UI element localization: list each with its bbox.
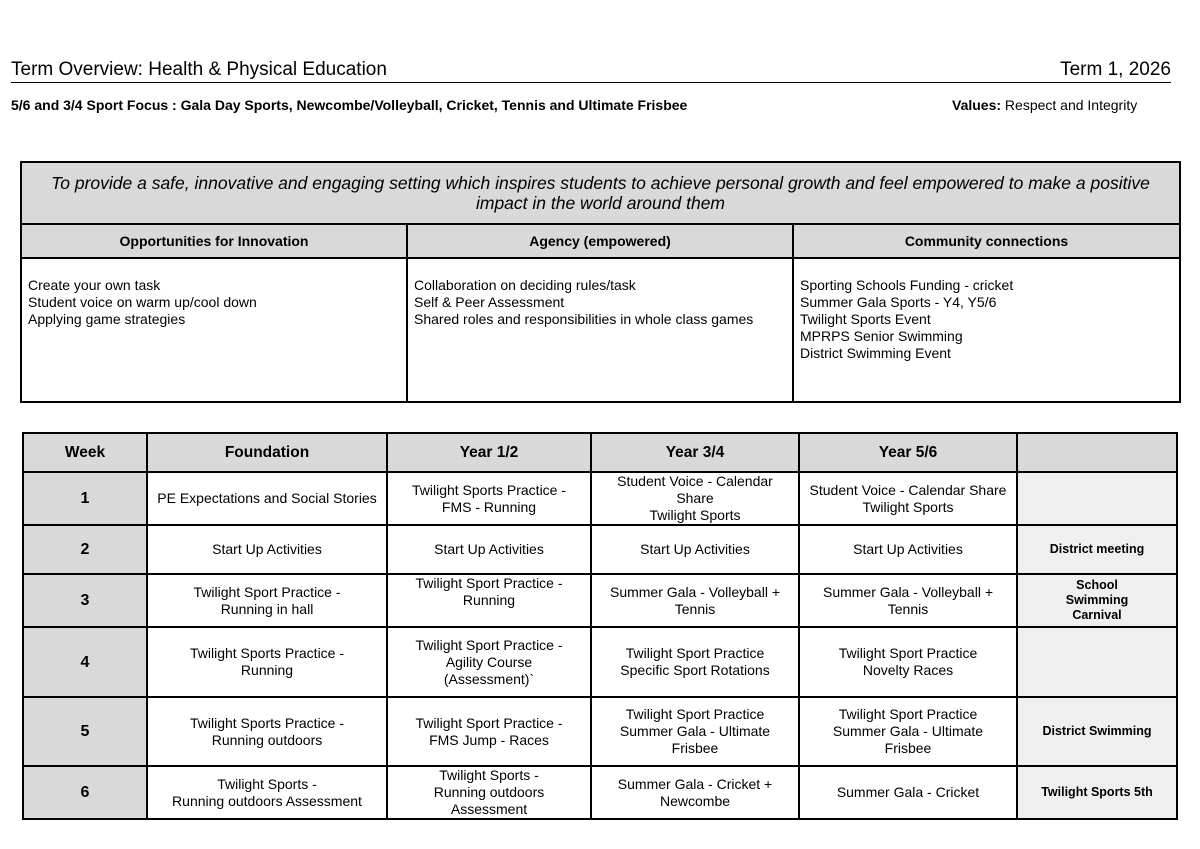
list-item: Self & Peer Assessment: [414, 294, 565, 310]
table-row: [23, 525, 1177, 574]
community-list: [793, 258, 1180, 402]
cell-line: Summer Gala - Cricket +: [617, 775, 773, 792]
cell-foundation: [147, 574, 387, 627]
cell-foundation: [147, 627, 387, 697]
cell-line: Running outdoors: [433, 784, 545, 800]
title-row: [11, 58, 1171, 83]
values-line: [952, 97, 1137, 113]
cell-year-1-2: [387, 766, 591, 819]
cell-line: Twilight Sports Practice -: [189, 645, 345, 661]
header-week: Week: [23, 433, 147, 472]
cell-line: Newcombe: [659, 792, 731, 809]
schedule-table: [22, 432, 1178, 820]
cell-line: Student Voice - Calendar Share: [809, 481, 1007, 498]
cell-line: FMS - Running: [441, 498, 537, 515]
event-cell: [1017, 472, 1177, 525]
cell-line: Specific Sport Rotations: [620, 662, 770, 678]
cell-line: Start Up Activities: [212, 541, 322, 557]
cell-year-1-2: [387, 472, 591, 525]
cell-line: Twilight Sport Practice -: [193, 583, 341, 600]
cell-year-5-6: [799, 525, 1017, 574]
cell-line: Twilight Sports: [862, 498, 954, 515]
cell-year-3-4: [591, 627, 799, 697]
values-label: Values:: [952, 97, 1002, 113]
innovation-list: [21, 258, 407, 402]
cell-line: Twilight Sports -: [217, 775, 317, 792]
list-item: Create your own task: [28, 277, 161, 293]
list-item: Student voice on warm up/cool down: [28, 294, 257, 310]
cell-year-3-4: [591, 525, 799, 574]
cell-line: Twilight Sport Practice: [625, 645, 765, 661]
header-year-1-2: Year 1/2: [387, 433, 591, 472]
week-number: 3: [23, 574, 147, 627]
list-item: Collaboration on deciding rules/task: [414, 277, 636, 293]
cell-line: Twilight Sport Practice -: [415, 714, 563, 731]
sport-focus: 5/6 and 3/4 Sport Focus : Gala Day Sports, Newcombe/Volleyball, Cricket, Tennis and Ultimate Frisbee: [11, 97, 688, 113]
cell-year-1-2: [387, 697, 591, 766]
cell-line: Summer Gala - Ultimate: [832, 723, 984, 739]
week-number: 1: [23, 472, 147, 525]
cell-line: Frisbee: [671, 740, 719, 756]
cell-line: Start Up Activities: [853, 541, 963, 557]
cell-year-5-6: [799, 574, 1017, 627]
cell-year-5-6: [799, 472, 1017, 525]
cell-line: Tennis: [674, 600, 716, 617]
vision-statement: To provide a safe, innovative and engaging setting which inspires students to achieve personal growth and feel empowered to make a positive impact in the world around them: [21, 162, 1180, 224]
cell-line: Share: [676, 490, 714, 506]
cell-line: Tennis: [887, 600, 929, 617]
table-row: [23, 627, 1177, 697]
agency-list: [407, 258, 793, 402]
table-row: [23, 472, 1177, 525]
cell-year-1-2: [387, 574, 591, 627]
vision-table: [20, 161, 1181, 403]
cell-line: Running: [240, 662, 294, 678]
cell-line: Frisbee: [884, 740, 932, 756]
cell-foundation: [147, 525, 387, 574]
cell-line: Twilight Sport Practice -: [415, 575, 563, 591]
cell-line: Twilight Sports Practice -: [411, 481, 567, 498]
cell-line: FMS Jump - Races: [429, 731, 549, 748]
cell-line: Student Voice - Calendar: [617, 473, 773, 489]
cell-line: Agility Course: [445, 653, 533, 670]
page-title: Term Overview: Health & Physical Education: [11, 59, 387, 80]
cell-foundation: [147, 697, 387, 766]
header-year-3-4: Year 3/4: [591, 433, 799, 472]
event-cell: District Swimming: [1017, 697, 1177, 766]
list-item: Sporting Schools Funding - cricket: [800, 277, 1014, 293]
cell-line: Twilight Sport Practice: [838, 706, 978, 722]
event-cell: [1017, 627, 1177, 697]
list-item: Summer Gala Sports - Y4, Y5/6: [800, 294, 997, 310]
cell-line: Running outdoors: [211, 731, 323, 748]
cell-line: Start Up Activities: [434, 541, 544, 557]
cell-line: Start Up Activities: [640, 541, 750, 557]
cell-line: (Assessment)`: [443, 670, 535, 687]
cell-year-5-6: [799, 697, 1017, 766]
table-row: [23, 574, 1177, 627]
cell-line: Running outdoors Assessment: [172, 792, 362, 809]
cell-line: Twilight Sports -: [439, 767, 539, 783]
cell-line: Summer Gala - Ultimate: [619, 723, 771, 739]
list-item: Shared roles and responsibilities in whole class games: [414, 311, 754, 327]
agency-heading: Agency (empowered): [407, 224, 793, 258]
header-events: [1017, 433, 1177, 472]
cell-foundation: [147, 472, 387, 525]
schedule-body: [23, 472, 1177, 819]
list-item: Applying game strategies: [28, 311, 186, 327]
values-text: Respect and Integrity: [1001, 97, 1138, 113]
week-number: 2: [23, 525, 147, 574]
cell-line: Twilight Sports Practice -: [189, 714, 345, 731]
innovation-heading: Opportunities for Innovation: [21, 224, 407, 258]
community-heading: Community connections: [793, 224, 1180, 258]
cell-line: PE Expectations and Social Stories: [157, 490, 377, 506]
event-cell: Twilight Sports 5th: [1017, 766, 1177, 819]
week-number: 5: [23, 697, 147, 766]
cell-line: Running in hall: [220, 600, 314, 617]
table-row: [23, 697, 1177, 766]
list-item: District Swimming Event: [800, 345, 951, 361]
cell-year-3-4: [591, 574, 799, 627]
header-year-5-6: Year 5/6: [799, 433, 1017, 472]
cell-line: Twilight Sport Practice -: [415, 636, 563, 653]
header-foundation: Foundation: [147, 433, 387, 472]
cell-line: Assessment: [450, 801, 528, 817]
cell-line: Twilight Sport Practice: [625, 706, 765, 722]
cell-year-1-2: [387, 525, 591, 574]
cell-line: Novelty Races: [862, 662, 954, 678]
cell-year-5-6: [799, 627, 1017, 697]
cell-line: Summer Gala - Cricket: [836, 784, 980, 800]
event-cell: District meeting: [1017, 525, 1177, 574]
term-label: Term 1, 2026: [1060, 59, 1171, 80]
event-cell: School Swimming Carnival: [1017, 574, 1177, 627]
list-item: Twilight Sports Event: [800, 311, 931, 327]
cell-line: Running: [462, 592, 516, 608]
week-number: 4: [23, 627, 147, 697]
cell-line: [388, 609, 590, 626]
cell-line: Twilight Sport Practice: [838, 645, 978, 661]
list-item: MPRPS Senior Swimming: [800, 328, 963, 344]
cell-year-3-4: [591, 472, 799, 525]
cell-line: Summer Gala - Volleyball +: [609, 583, 781, 600]
cell-year-3-4: [591, 697, 799, 766]
cell-line: Twilight Sports: [649, 507, 741, 523]
cell-year-1-2: [387, 627, 591, 697]
cell-year-3-4: [591, 766, 799, 819]
week-number: 6: [23, 766, 147, 819]
cell-foundation: [147, 766, 387, 819]
table-row: [23, 766, 1177, 819]
cell-year-5-6: [799, 766, 1017, 819]
cell-line: Summer Gala - Volleyball +: [822, 583, 994, 600]
